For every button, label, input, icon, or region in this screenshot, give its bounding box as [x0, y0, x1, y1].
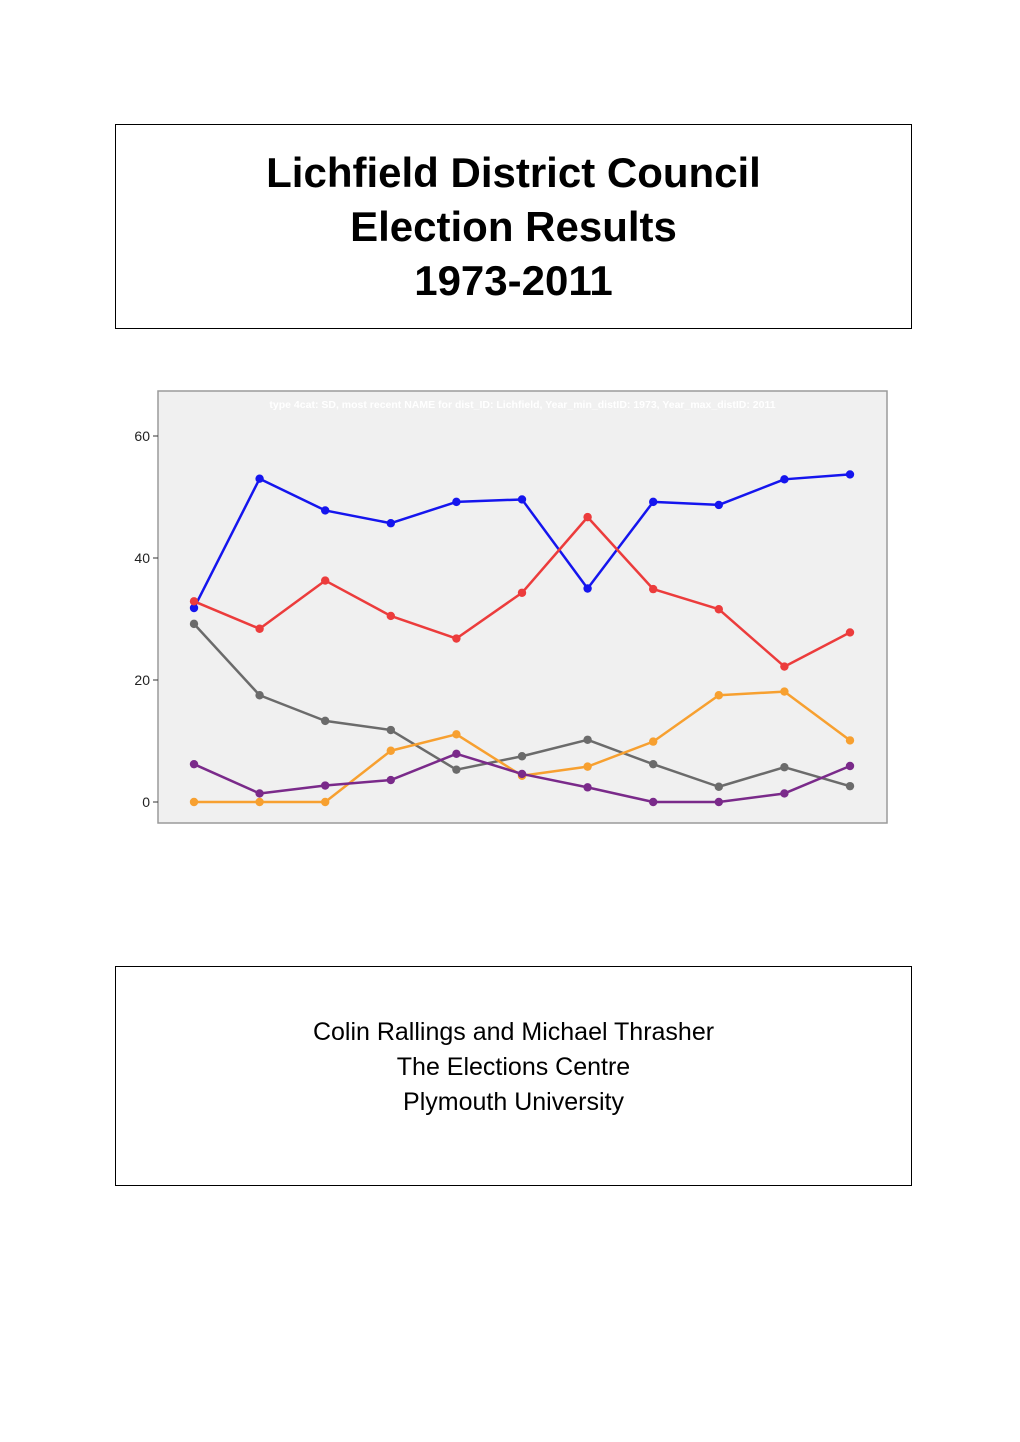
data-point: [452, 730, 460, 738]
data-point: [190, 760, 198, 768]
data-point: [583, 736, 591, 744]
data-point: [518, 589, 526, 597]
data-point: [583, 513, 591, 521]
data-point: [715, 691, 723, 699]
data-point: [518, 495, 526, 503]
data-point: [846, 762, 854, 770]
data-point: [190, 597, 198, 605]
data-point: [255, 798, 263, 806]
author-names: Colin Rallings and Michael Thrasher: [312, 1018, 715, 1046]
election-chart: [110, 382, 900, 832]
y-tick-label: 40: [134, 550, 150, 566]
data-point: [780, 687, 788, 695]
data-point: [715, 501, 723, 509]
title-line-council: Lichfield District Council: [266, 148, 761, 196]
data-point: [780, 763, 788, 771]
data-point: [649, 585, 657, 593]
data-point: [387, 612, 395, 620]
data-point: [846, 782, 854, 790]
data-point: [649, 798, 657, 806]
data-point: [321, 717, 329, 725]
title-box: [115, 124, 912, 329]
data-point: [321, 781, 329, 789]
author-institution: The Elections Centre: [396, 1053, 631, 1081]
author-box: [115, 966, 912, 1186]
data-point: [452, 498, 460, 506]
data-point: [846, 736, 854, 744]
data-point: [387, 747, 395, 755]
data-point: [583, 762, 591, 770]
data-point: [583, 783, 591, 791]
data-point: [387, 726, 395, 734]
data-point: [649, 498, 657, 506]
y-tick-label: 60: [134, 428, 150, 444]
title-line-years: 1973-2011: [414, 256, 613, 304]
data-point: [518, 770, 526, 778]
data-point: [321, 576, 329, 584]
data-point: [387, 776, 395, 784]
data-point: [518, 752, 526, 760]
data-point: [255, 789, 263, 797]
author-university: Plymouth University: [403, 1088, 624, 1116]
data-point: [715, 783, 723, 791]
data-point: [649, 760, 657, 768]
data-point: [321, 798, 329, 806]
data-point: [452, 750, 460, 758]
y-tick-label: 20: [134, 672, 150, 688]
data-point: [846, 628, 854, 636]
data-point: [715, 798, 723, 806]
data-point: [387, 519, 395, 527]
data-point: [255, 475, 263, 483]
data-point: [846, 470, 854, 478]
data-point: [780, 789, 788, 797]
chart-svg: [110, 382, 900, 832]
data-point: [649, 737, 657, 745]
data-point: [780, 475, 788, 483]
data-point: [190, 798, 198, 806]
data-point: [715, 605, 723, 613]
data-point: [452, 765, 460, 773]
title-line-results: Election Results: [350, 202, 677, 250]
data-point: [255, 691, 263, 699]
chart-watermark: type 4cat: SD, most recent NAME for dist_ID: Lichfield, Year_min_distID: 1973, Year_max_distID: 2011: [269, 399, 776, 411]
data-point: [321, 506, 329, 514]
data-point: [190, 620, 198, 628]
data-point: [583, 584, 591, 592]
data-point: [255, 625, 263, 633]
y-tick-label: 0: [142, 794, 150, 810]
data-point: [780, 662, 788, 670]
data-point: [452, 634, 460, 642]
